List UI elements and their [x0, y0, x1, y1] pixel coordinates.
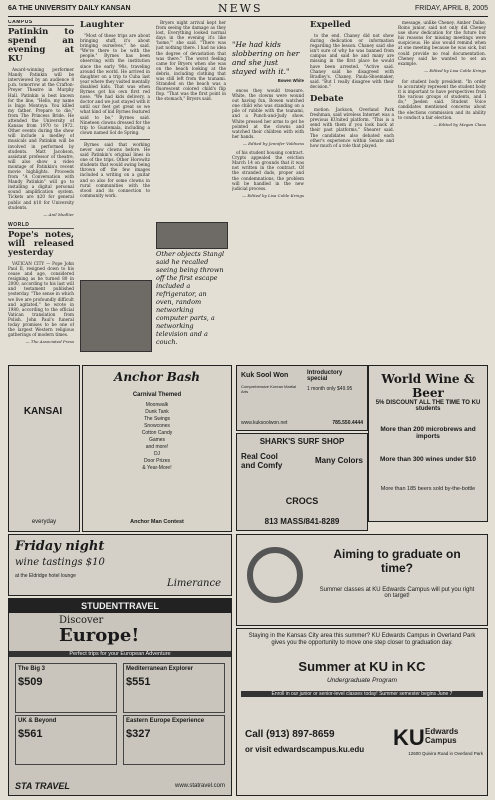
- ad-student-travel: [8, 598, 232, 796]
- article-body: Award-winning performer Mandy Patinkin will be interviewed by an audience 8 p.m. tomorrow at the Crafton-Preyer Theatre in Murphy Hall. Patinkin is best known for the line, "Hello, my name is Inigo Montoya. You killed my father. Prepare to die," from The Princess Bride. He attended the University of Kansas from 1970 to 1972. Other events during the show will include a medley of musicals and Patinkin will be involved in performed by students. Matt Jacobson, assistant professor of theatre, will also show a video montage of Patinkin's recent movie highlights. Proceeds from "A Conversation with Mandy Patinkin" will go to installing a digital personal sound amplification system. Tickets are $20 for general public and $10 for University students.: [8, 67, 74, 210]
- edwards-visit: or visit edwardscampus.ku.edu: [245, 745, 365, 754]
- travel-europe: Europe!: [59, 625, 140, 646]
- edwards-logo2: Edwards Campus: [425, 727, 459, 745]
- column-continued-right: [398, 20, 486, 355]
- article-body: to the end. Chaney did not show during dedication or information regarding the lesson. Chaney said she isn't sure of why he was banned from campus and said he and many are missing in the first place he would have been arrested. "Active said. Chaney said he disagreed with Bradley's. Chaney, Paula-Shoemaker, said. "But I really disagree with their decision.": [310, 33, 394, 89]
- anchor-line: Games: [148, 437, 166, 443]
- anchor-footer: Anchor Man Contest: [130, 519, 184, 525]
- shark-text1: Real Cool and Comfy: [241, 452, 283, 470]
- article-body: of his student housing contract. Crypts appealed the eviction March 14 on grounds that it was not written in the contract. Of the stranded dads, proper and the condemnations, the problem will be handled in the new judicial process.: [232, 150, 304, 191]
- column-expelled: [310, 20, 394, 355]
- anchor-line: Dunk Tank: [145, 409, 169, 415]
- deal-name: Mediterranean Explorer: [126, 666, 194, 672]
- shark-brand: CROCS: [285, 496, 319, 506]
- anchor-line: Snowcones: [144, 423, 170, 429]
- anchor-line: and more!: [145, 444, 169, 450]
- deal-mediterranean: [123, 663, 225, 713]
- ad-anchor-bash: [82, 365, 232, 532]
- ad-sharks-surf: [236, 433, 368, 531]
- anchor-line: The Swings: [143, 416, 171, 422]
- deal-price: $509: [18, 676, 43, 688]
- column-article: [232, 88, 304, 278]
- kansai-name: KANSAI: [23, 406, 63, 417]
- section-label: CAMPUS: [8, 20, 74, 26]
- anchor-title: Anchor Bash: [114, 370, 200, 384]
- byline: — Edited by Megan Claus: [433, 121, 486, 127]
- ksw-phone: 785.550.4444: [332, 420, 363, 426]
- byline: — Edited by Lisa Coble Krings: [424, 67, 486, 73]
- kansai-footer: everyday: [31, 519, 57, 525]
- ku-logo: KU: [393, 725, 425, 750]
- headline: Debate: [310, 94, 344, 105]
- anchor-subtitle: Carnival Themed: [132, 392, 182, 398]
- headline: Pope's notes, will released yesterday: [8, 229, 74, 258]
- article-body: ences they would treasure. White, the clowns were wound out having fun, Bowen watched one child who was standing on a pile of rubble with the tsunami, and a Punch-and-Judy show. White pressed her arms to get he pointed at the clowns and watched their children with with her hands.: [232, 88, 304, 139]
- deal-name: UK & Beyond: [18, 718, 57, 724]
- photo-tsunami: [156, 222, 228, 249]
- deal-eastern-europe: [123, 715, 225, 765]
- friday-note: at the Eldridge hotel lounge: [15, 573, 76, 579]
- byline: — Edited by Jennifer Voldness: [242, 140, 304, 146]
- wwf-line3: More than 300 wines under $10: [379, 456, 477, 463]
- headline: Laughter: [80, 20, 124, 30]
- anchor-line: & Year-More!: [142, 465, 172, 471]
- headline: Expelled: [310, 20, 351, 30]
- byline: — Edited by Lisa Coble Krings: [242, 192, 304, 198]
- byline: — The Associated Press: [25, 339, 74, 345]
- ksw-title: Kuk Sool Won: [241, 372, 289, 379]
- article-body: VATICAN CITY — Pope John Paul II, resigned down to his cease and age, considered resigning as he turned 80 in 2000, according to his last will and testament published yesterday. "The sense in which we live are profoundly difficult and agitated," he wrote in 1980, according to the official Vatican translation from Polish. John Paul's funeral today promises to be one of the largest Western religious gatherings of modern times.: [8, 260, 74, 338]
- section-label: WORLD: [8, 223, 74, 229]
- anchor-line: Cotton Candy: [141, 430, 173, 436]
- deal-price: $551: [126, 676, 151, 688]
- graduate-title: Aiming to graduate on time?: [333, 547, 461, 575]
- wwf-title: World Wine & Beer: [381, 372, 475, 400]
- shark-title: SHARK'S SURF SHOP: [259, 437, 345, 446]
- pull-quote-objects: Other objects Stangl said he recalled seeing being thrown off the first escape included a refrigerator, an oven, random networking computer parts, a networking television and a couch.: [156, 250, 225, 346]
- anchor-line: Door Prizes: [143, 458, 171, 464]
- shark-phone: 813 MASS/841-8289: [264, 517, 340, 526]
- headline: Patinkin to spend an evening at KU: [8, 27, 74, 65]
- ksw-price: 1 month only $49.95: [307, 386, 353, 392]
- travel-sub: Perfect trips for your European Adventure: [9, 651, 231, 657]
- ad-friday-night: [8, 534, 232, 596]
- article-body: "Most of these trips are about bringing stuff, it's about bringing ourselves," he said. "We're there to be with the people." Byrnes has been observing with the institution since the early '90s, traveling around the world. He arrived in daughter on a trip to Cuba last year where they visited mentally disabled kids. That was when Byrnes got his own first red nose. "We had kids delivery, a doctor and we just stayed with it until our feet got great so we what kind of kid Byrnes featured said to be," Byrnes said. Nineteen clowns dressed for the trip to Guatemala, including a clown named Sol de Spring.: [80, 33, 150, 135]
- wwf-line2: More than 200 microbrews and imports: [380, 426, 476, 440]
- ad-world-wine: [368, 365, 488, 522]
- pull-quote-kids: "He had kids slobbering on her and she just stayed with it.": [232, 40, 300, 76]
- travel-title: STUDENTTRAVEL: [9, 599, 231, 613]
- article-body: for student body president. "In order to accurately represent the student body it is important to have perspectives from the various groups of students, and I do," Jaeden said. Student Voice candidates mentioned concerns about the elections commission and its ability to conduct a fair election.: [398, 78, 486, 120]
- friday-title: Friday night: [15, 539, 105, 554]
- deal-price: $561: [18, 728, 43, 740]
- byline: — Anil Mudlier: [43, 211, 74, 217]
- header-section: NEWS: [218, 2, 263, 15]
- graduate-sub: Summer classes at KU Edwards Campus will put you right on target!: [319, 587, 475, 599]
- edwards-call: Call (913) 897-8659: [245, 729, 335, 740]
- edwards-line1: Staying in the Kansas City area this summer? KU Edwards Campus in Overland Park gives you the opportunity to move one step closer to graduation day.: [248, 633, 476, 646]
- header-paper-name: 6A THE UNIVERSITY DAILY KANSAN: [8, 5, 131, 12]
- edwards-sub: Undergraduate Program: [326, 677, 398, 684]
- deal-big3: [15, 663, 117, 713]
- friday-subtitle: wine tastings $10: [15, 557, 105, 568]
- article-body: Bryers night arrival kept her from seeing the damage as they lost, Everything looked normal days in the evening it's like 'home,'" she said. "There was just nothing there. I had no idea the degree of devastation that was there." The worst feeling came for Bryers when she was on the beach looking at the debris, including clothing that was still left from the tsunami. Stranded on the beach was a fluorescent colored child's flip flop. "That was the first point in the stomach," Bryers said.: [156, 20, 226, 102]
- ksw-sub: Comprehensive Korean Martial Arts: [241, 384, 297, 394]
- edwards-title: Summer at KU in KC: [298, 659, 426, 674]
- article-body: motion. Jackson, Overland Park freshman, said wireless Internet was a previous KUnited platform. "This is a send with them if you look back at their past platforms," Shearer said. The candidates also debated each other's experience within Senate and how much of a role that played.: [310, 107, 394, 148]
- ad-kansai: [8, 365, 80, 532]
- deal-price: $327: [126, 728, 151, 740]
- travel-discover: Discover: [59, 615, 104, 626]
- photo-clowns: [80, 280, 152, 352]
- page-header: [8, 2, 488, 17]
- deal-name: Eastern Europe Experience: [126, 718, 205, 724]
- ksw-special: Introductory special: [307, 370, 343, 382]
- travel-url: www.statravel.com: [174, 783, 225, 789]
- edwards-note: Enroll in our junior or senior-level classes today! Summer semester begins June 7: [241, 691, 483, 697]
- column-laughter: [80, 20, 150, 275]
- ad-kuk-sool-won: [236, 365, 368, 431]
- shark-text2: Many Colors: [314, 456, 363, 465]
- wwf-line1: 5% DISCOUNT ALL THE TIME TO KU students: [375, 400, 481, 412]
- anchor-line: Moonwalk: [145, 402, 169, 408]
- anchor-lines: [123, 402, 191, 472]
- pull-quote-source: Bowen White: [277, 78, 304, 83]
- edwards-address: 12600 Quivira Road in Overland Park: [408, 751, 483, 756]
- wwf-line4: More than 185 beers sold by-the-bottle: [380, 486, 476, 492]
- ad-edwards-campus: [236, 628, 488, 796]
- deal-name: The Big 3: [18, 666, 46, 672]
- header-date: FRIDAY, APRIL 8, 2005: [414, 5, 488, 12]
- travel-brand: STA TRAVEL: [15, 781, 70, 791]
- friday-brand: Limerance: [167, 578, 221, 589]
- article-body: message, unlike Cheney. Amber Dalke, Roins junior, said not only did Cheney use show dedication for the future but his reasons for missing meetings were suspicious. He also would remind when at one meeting because he was sick, but could provide no real documentation. Cheney said he wanted to set an example.: [398, 20, 486, 66]
- target-icon: [247, 547, 303, 603]
- ksw-site: www.kuksoolwon.net: [241, 420, 288, 426]
- anchor-line: DJ: [153, 451, 161, 457]
- ad-aiming-to-graduate: [236, 534, 488, 626]
- deal-uk: [15, 715, 117, 765]
- article-body: Byrnes said that working never saw clowns before. He said Patinkin's original lines in one of the trips. Other Horowitz students that would swing being thrown off the few images included a writing on a guitar and so also for some clowns in rural communities with the stood and its connection to community work.: [80, 141, 150, 198]
